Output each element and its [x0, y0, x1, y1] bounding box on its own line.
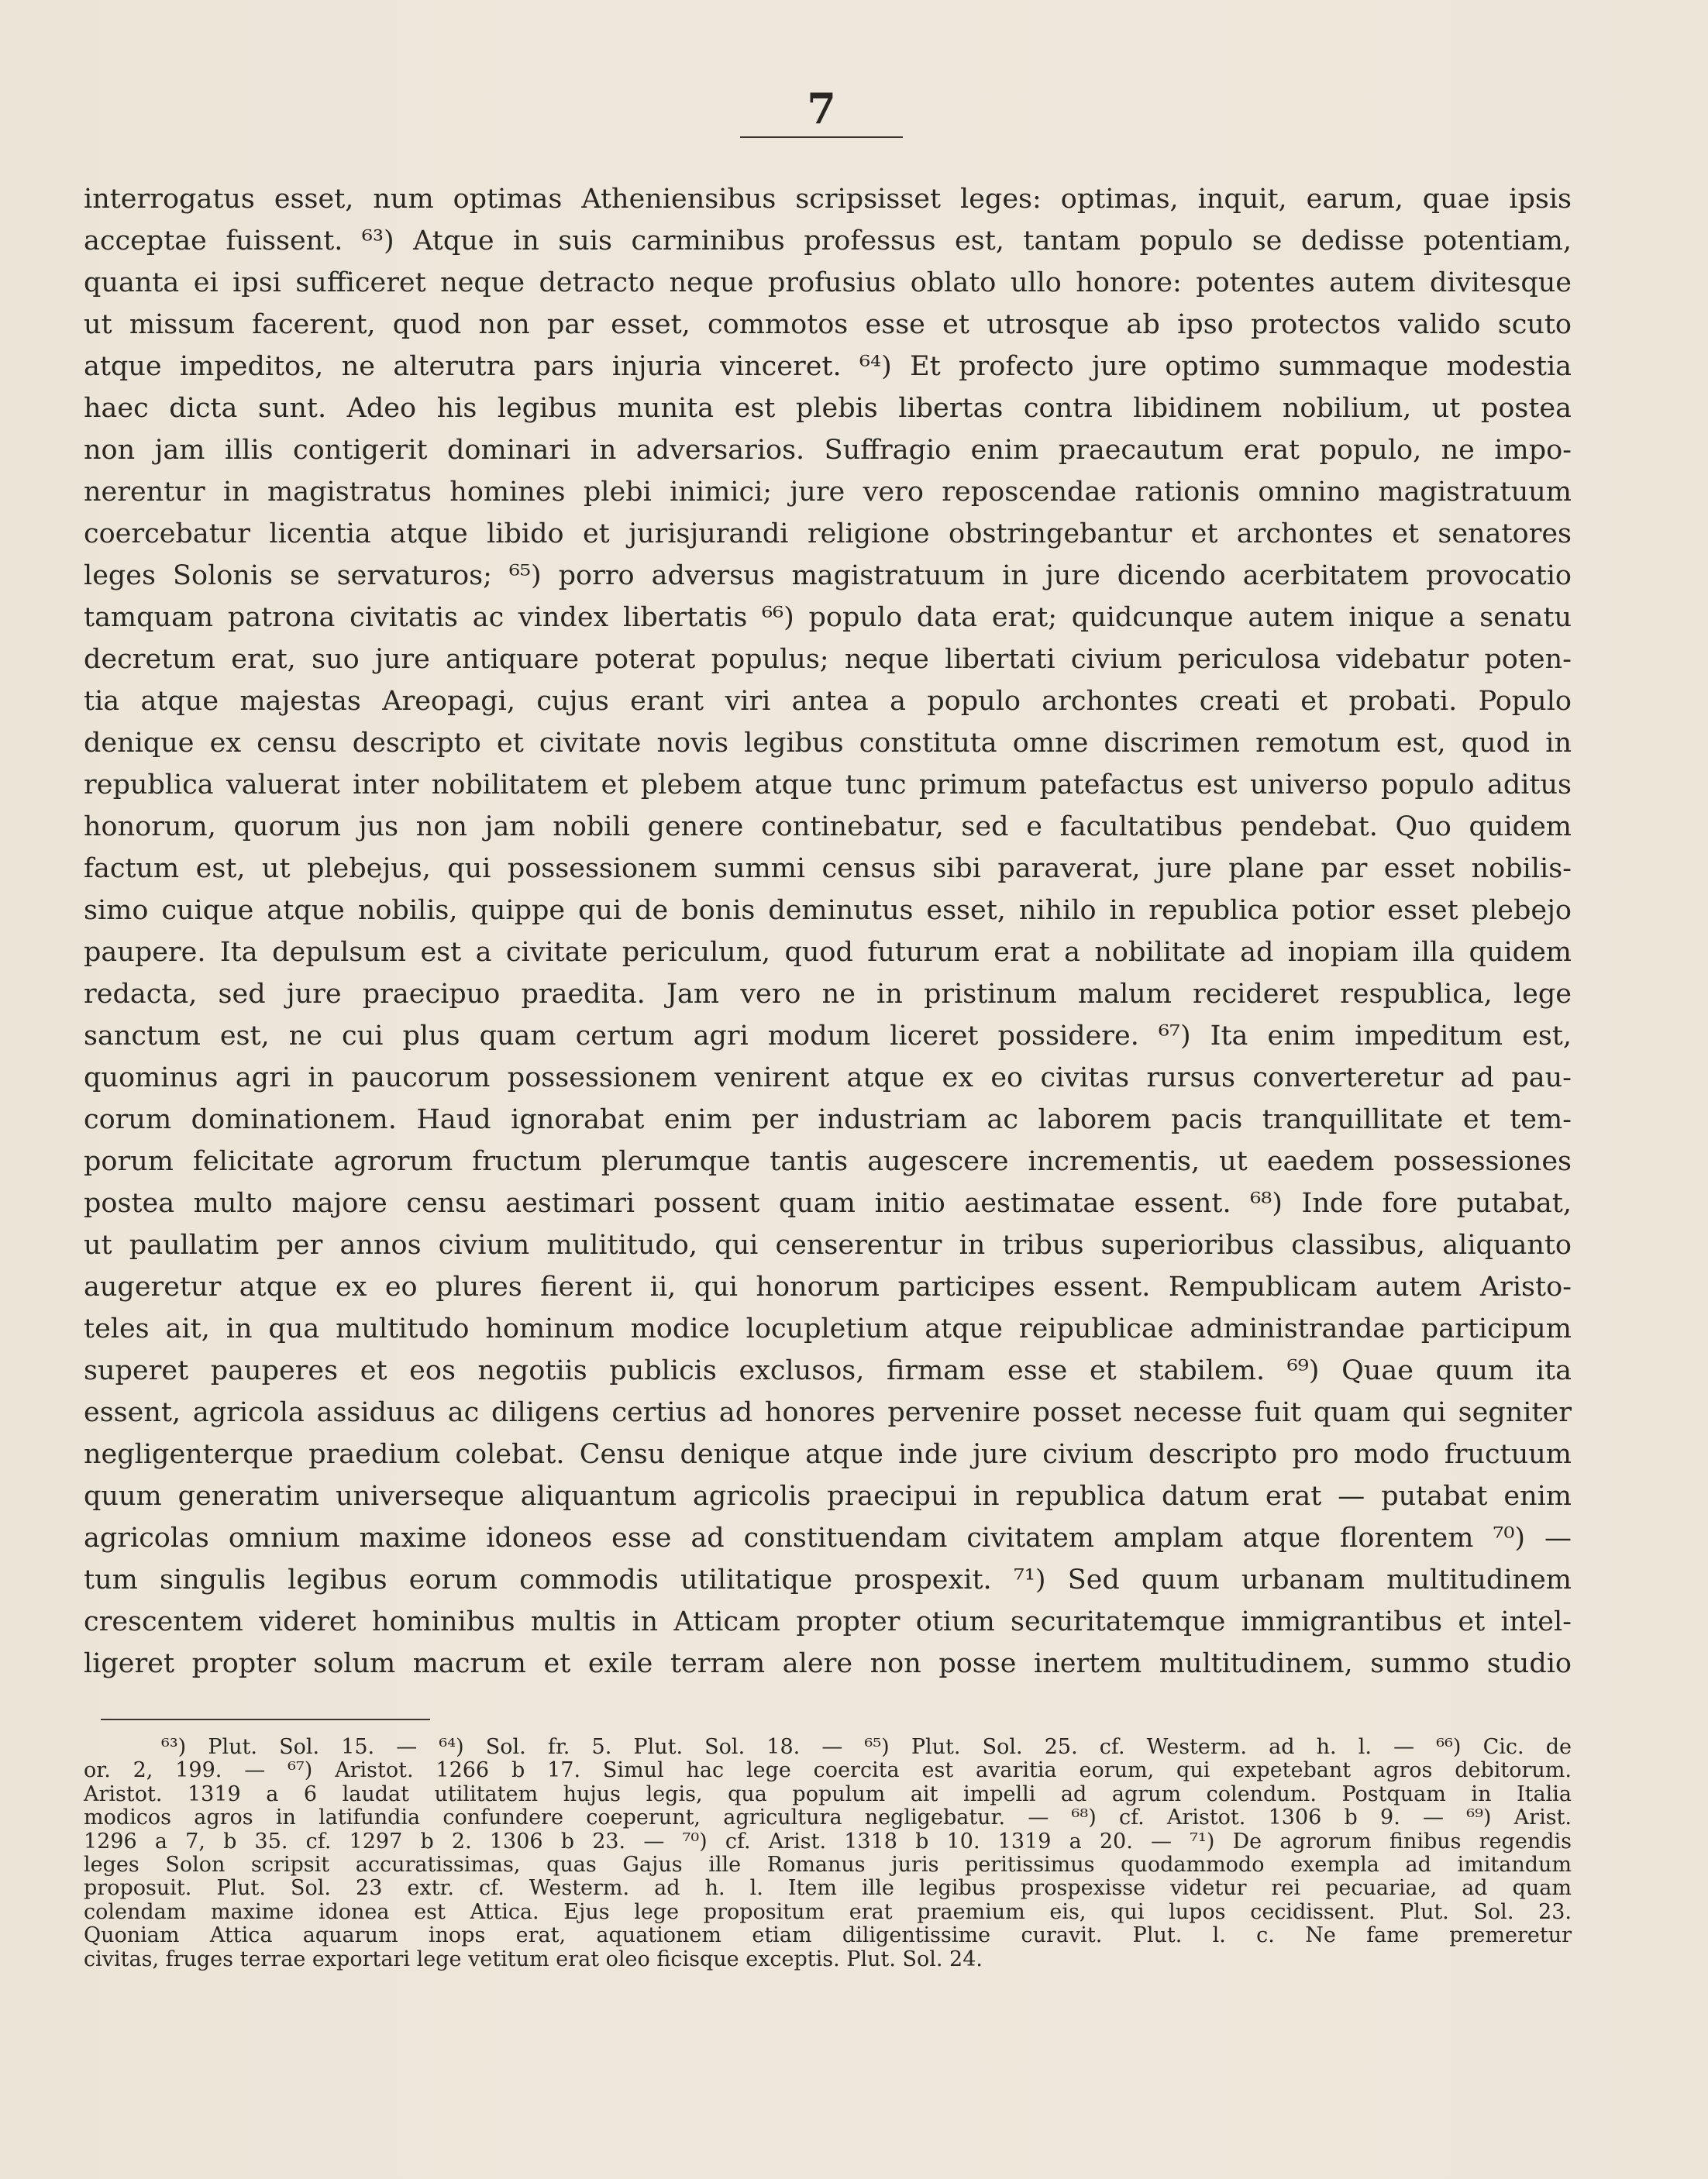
body-line: ut missum facerent, quod non par esset, commotos esse et utrosque ab ipso protectos valido scuto [84, 309, 1572, 340]
body-line: coercebatur licentia atque libido et jurisjurandi religione obstringebantur et archontes et senatores [84, 518, 1572, 549]
header-rule [740, 136, 903, 138]
body-line: agricolas omnium maxime idoneos esse ad constituendam civitatem amplam atque florentem ⁷⁰) — [84, 1523, 1572, 1554]
body-line: honorum, quorum jus non jam nobili genere continebatur, sed e facultatibus pendebat. Quo quidem [84, 811, 1572, 842]
footnote-line: proposuit. Plut. Sol. 23 extr. cf. Westerm. ad h. l. Item ille legibus prospexisse videtur rei pecuariae, ad quam [84, 1876, 1572, 1901]
body-line: decretum erat, suo jure antiquare poterat populus; neque libertati civium periculosa videbatur poten- [84, 644, 1572, 675]
body-line: superet pauperes et eos negotiis publicis exclusos, firmam esse et stabilem. ⁶⁹) Quae quum ita [84, 1355, 1572, 1386]
body-line: augeretur atque ex eo plures fierent ii, qui honorum participes essent. Rempublicam autem Aristo- [84, 1272, 1572, 1303]
body-line: essent, agricola assiduus ac diligens certius ad honores pervenire posset necesse fuit quam qui segniter [84, 1397, 1572, 1428]
body-line: interrogatus esset, num optimas Atheniensibus scripsisset leges: optimas, inquit, earum, quae ipsis [84, 184, 1572, 215]
footnote-line: ⁶³) Plut. Sol. 15. — ⁶⁴) Sol. fr. 5. Plut. Sol. 18. — ⁶⁵) Plut. Sol. 25. cf. Westerm. ad h. l. — ⁶⁶) Cic. de [161, 1735, 1572, 1759]
body-line: crescentem videret hominibus multis in Atticam propter otium securitatemque immigrantibus et intel- [84, 1606, 1572, 1637]
footnote-line: Quoniam Attica aquarum inops erat, aquationem etiam diligentissime curavit. Plut. l. c. Ne fame premeretur [84, 1923, 1572, 1948]
body-line: atque impeditos, ne alterutra pars injuria vinceret. ⁶⁴) Et profecto jure optimo summaque modestia [84, 351, 1572, 382]
body-line: quum generatim universeque aliquantum agricolis praecipui in republica datum erat — putabat enim [84, 1481, 1572, 1512]
body-line: negligenterque praedium colebat. Censu denique atque inde jure civium descripto pro modo fructuum [84, 1439, 1572, 1470]
body-line: teles ait, in qua multitudo hominum modice locupletium atque reipublicae administrandae participum [84, 1313, 1572, 1344]
body-line: nerentur in magistratus homines plebi inimici; jure vero reposcendae rationis omnino magistratuum [84, 477, 1572, 508]
footnote-line: modicos agros in latifundia confundere coeperunt, agricultura negligebatur. — ⁶⁸) cf. Aristot. 1306 b 9. — ⁶⁹) Arist. [84, 1806, 1572, 1830]
body-line: quanta ei ipsi sufficeret neque detracto neque profusius oblato ullo honore: potentes autem divitesque [84, 267, 1572, 298]
body-text [84, 178, 1572, 1685]
body-line: acceptae fuissent. ⁶³) Atque in suis carminibus professus est, tantam populo se dedisse potentiam, [84, 225, 1572, 256]
body-line: factum est, ut plebejus, qui possessionem summi census sibi paraverat, jure plane par esset nobilis- [84, 853, 1572, 884]
footnote-line: leges Solon scripsit accuratissimas, quas Gajus ille Romanus juris peritissimus quodammodo exempla ad imitandum [84, 1852, 1572, 1877]
body-line: non jam illis contigerit dominari in adversarios. Suffragio enim praecautum erat populo, ne impo- [84, 435, 1572, 466]
body-line: simo cuique atque nobilis, quippe qui de bonis deminutus esset, nihilo in republica potior esset plebejo [84, 895, 1572, 926]
footnote-line: or. 2, 199. — ⁶⁷) Aristot. 1266 b 17. Simul hac lege coercita est avaritia eorum, qui expetebant agros debitorum. [84, 1758, 1572, 1783]
body-line: tum singulis legibus eorum commodis utilitatique prospexit. ⁷¹) Sed quum urbanam multitudinem [84, 1565, 1572, 1596]
footnote-line: Aristot. 1319 a 6 laudat utilitatem hujus legis, qua populum ait impelli ad agrum colendum. Postquam in Italia [84, 1781, 1572, 1806]
footnote-line: civitas, fruges terrae exportari lege vetitum erat oleo ficisque exceptis. Plut. Sol. 24. [84, 1947, 983, 1971]
footnotes [84, 1736, 1572, 1971]
body-line: ligeret propter solum macrum et exile terram alere non posse inertem multitudinem, summo studio [84, 1648, 1572, 1679]
body-line: republica valuerat inter nobilitatem et plebem atque tunc primum patefactus est universo populo aditus [84, 769, 1572, 800]
body-line: ut paullatim per annos civium mulititudo, qui censerentur in tribus superioribus classibus, aliquanto [84, 1230, 1572, 1261]
body-line: redacta, sed jure praecipuo praedita. Jam vero ne in pristinum malum recideret respublica, lege [84, 979, 1572, 1010]
body-line: tia atque majestas Areopagi, cujus erant viri antea a populo archontes creati et probati. Populo [84, 686, 1572, 717]
body-line: quominus agri in paucorum possessionem venirent atque ex eo civitas rursus converteretur ad pau- [84, 1062, 1572, 1093]
body-line: haec dicta sunt. Adeo his legibus munita est plebis libertas contra libidinem nobilium, ut postea [84, 393, 1572, 424]
body-line: postea multo majore censu aestimari possent quam initio aestimatae essent. ⁶⁸) Inde fore putabat, [84, 1188, 1572, 1219]
body-line: porum felicitate agrorum fructum plerumque tantis augescere incrementis, ut eaedem possessiones [84, 1146, 1572, 1177]
footnote-rule [101, 1719, 430, 1720]
body-line: sanctum est, ne cui plus quam certum agri modum liceret possidere. ⁶⁷) Ita enim impeditum est, [84, 1021, 1572, 1052]
body-line: denique ex censu descripto et civitate novis legibus constituta omne discrimen remotum est, quod in [84, 728, 1572, 759]
footnote-line: colendam maxime idonea est Attica. Ejus lege propositum erat praemium eis, qui lupos cecidissent. Plut. Sol. 23. [84, 1899, 1572, 1924]
body-line: tamquam patrona civitatis ac vindex libertatis ⁶⁶) populo data erat; quidcunque autem inique a senatu [84, 602, 1572, 633]
body-line: paupere. Ita depulsum est a civitate periculum, quod futurum erat a nobilitate ad inopiam illa quidem [84, 937, 1572, 968]
footnote-line: 1296 a 7, b 35. cf. 1297 b 2. 1306 b 23. — ⁷⁰) cf. Arist. 1318 b 10. 1319 a 20. — ⁷¹) De agrorum finibus regendis [84, 1829, 1572, 1854]
body-line: leges Solonis se servaturos; ⁶⁵) porro adversus magistratuum in jure dicendo acerbitatem provocatio [84, 560, 1572, 591]
page-number: 7 [807, 84, 836, 133]
body-line: corum dominationem. Haud ignorabat enim per industriam ac laborem pacis tranquillitate et tem- [84, 1104, 1572, 1135]
